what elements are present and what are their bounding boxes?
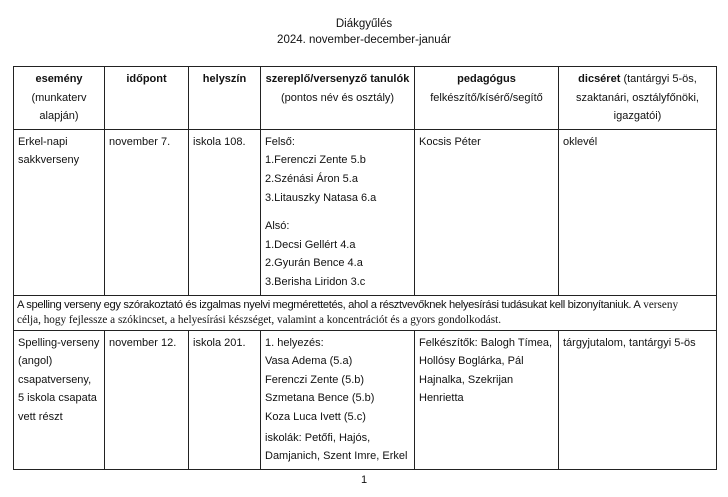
- cell-praise: tárgyjutalom, tantárgyi 5-ös: [559, 330, 717, 469]
- student-item: Szmetana Bence (5.b): [265, 392, 375, 405]
- table-header-row: [14, 67, 717, 130]
- cell-time: november 7.: [105, 129, 189, 295]
- student-item: Vasa Adema (5.a): [265, 355, 353, 368]
- cell-praise: oklevél: [559, 129, 717, 295]
- cell-place: iskola 201.: [189, 330, 261, 469]
- note-line-1-tail: verseny: [643, 298, 679, 311]
- note-line-1: A spelling verseny egy szórakoztató és izgalmas nyelvi megmérettetés, ahol a résztvevőknek helyesírási tudásukat kell bizonyítaniuk. A: [17, 298, 641, 311]
- cell-event: Spelling-verseny (angol) csapatverseny, 5 iskola csapata vett részt: [14, 330, 105, 469]
- table-row: [14, 330, 717, 469]
- page-number: 1: [360, 474, 368, 486]
- cell-teacher: Felkészítők: Balogh Tímea, Hollósy Boglárka, Pál Hajnalka, Szekrijan Henrietta: [415, 330, 559, 469]
- table-row: [14, 129, 717, 295]
- student-item: 3.Litauszky Natasa 6.a: [265, 191, 377, 204]
- events-table: [13, 66, 717, 470]
- student-item: 2.Gyurán Bence 4.a: [265, 257, 363, 270]
- cell-time: november 12.: [105, 330, 189, 469]
- cell-place: iskola 108.: [189, 129, 261, 295]
- document-subtitle: 2024. november-december-január: [277, 34, 451, 46]
- lower-label: Alsó:: [265, 220, 290, 233]
- header-time: időpont: [105, 67, 189, 130]
- cell-students: [261, 330, 415, 469]
- upper-label: Felső:: [265, 135, 295, 148]
- student-item: 2.Szénási Áron 5.a: [265, 172, 358, 185]
- note-line-2: célja, hogy fejlessze a szókincset, a helyesírási készséget, valamint a koncentrációt és a gyors gondolkodást.: [17, 313, 502, 326]
- header-event: esemény (munkaterv alapján): [14, 67, 105, 130]
- header-praise: dicséret (tantárgyi 5-ös, szaktanári, osztályfőnöki, igazgatói): [559, 67, 717, 130]
- header-teacher: pedagógus felkészítő/kísérő/segítő: [415, 67, 559, 130]
- placement-label: 1. helyezés:: [265, 336, 324, 349]
- document-title: Diákgyűlés: [335, 18, 393, 30]
- header-students: szereplő/versenyző tanulók (pontos név és osztály): [261, 67, 415, 130]
- student-item: 3.Berisha Liridon 3.c: [265, 275, 366, 288]
- student-item: 1.Ferenczi Zente 5.b: [265, 154, 366, 167]
- schools-list: iskolák: Petőfi, Hajós, Damjanich, Szent Imre, Erkel: [265, 431, 408, 463]
- note-row: [14, 295, 717, 330]
- note-cell: [14, 295, 717, 330]
- student-item: Ferenczi Zente (5.b): [265, 373, 365, 386]
- student-item: 1.Decsi Gellért 4.a: [265, 238, 356, 251]
- student-item: Koza Luca Ivett (5.c): [265, 410, 366, 423]
- cell-students: [261, 129, 415, 295]
- cell-event: Erkel-napi sakkverseny: [14, 129, 105, 295]
- header-place: helyszín: [189, 67, 261, 130]
- cell-teacher: Kocsis Péter: [415, 129, 559, 295]
